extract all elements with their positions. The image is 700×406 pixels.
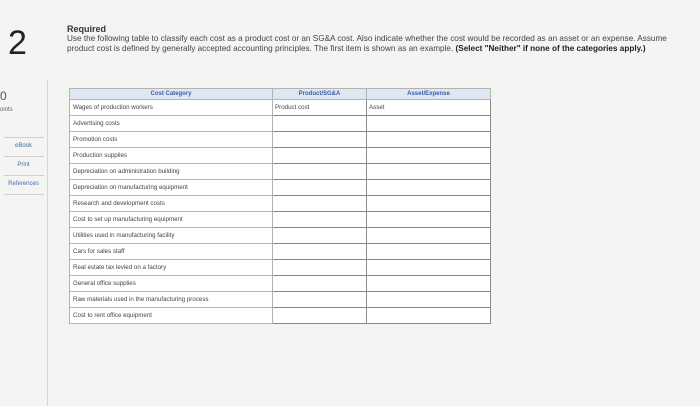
asset-expense-cell xyxy=(367,100,491,116)
classification-table xyxy=(69,88,491,324)
asset-expense-cell xyxy=(367,132,491,148)
cost-category-cell: Utilities used in manufacturing facility xyxy=(70,228,273,244)
cost-category-cell: Depreciation on administration building xyxy=(70,164,273,180)
sidebar-divider xyxy=(47,80,48,406)
asset-expense-select[interactable] xyxy=(369,182,488,194)
asset-expense-cell xyxy=(367,196,491,212)
product-sga-cell xyxy=(273,260,367,276)
asset-expense-select[interactable] xyxy=(369,278,488,290)
product-sga-cell xyxy=(273,228,367,244)
cost-category-cell: Promotion costs xyxy=(70,132,273,148)
asset-expense-cell xyxy=(367,292,491,308)
table-row xyxy=(70,244,491,260)
asset-expense-select[interactable] xyxy=(369,150,488,162)
cost-category-cell: Research and development costs xyxy=(70,196,273,212)
product-sga-select[interactable] xyxy=(275,118,364,130)
sidebar-separator xyxy=(4,175,44,176)
asset-expense-cell xyxy=(367,260,491,276)
ebook-link[interactable]: eBook xyxy=(14,143,32,149)
asset-expense-cell xyxy=(367,308,491,324)
asset-expense-select[interactable] xyxy=(369,166,488,178)
instructions xyxy=(67,34,687,54)
asset-expense-cell xyxy=(367,244,491,260)
product-sga-cell xyxy=(273,244,367,260)
cost-category-cell: Advertising costs xyxy=(70,116,273,132)
cost-category-cell: Cost to rent office equipment xyxy=(70,308,273,324)
asset-expense-select[interactable]: Asset xyxy=(369,103,385,111)
asset-expense-select[interactable] xyxy=(369,246,488,258)
required-heading: Required xyxy=(67,24,107,34)
table-row xyxy=(70,164,491,180)
product-sga-select[interactable] xyxy=(275,150,364,162)
product-sga-cell xyxy=(273,292,367,308)
table-row xyxy=(70,308,491,324)
cost-category-cell: Cars for sales staff xyxy=(70,244,273,260)
table-row xyxy=(70,292,491,308)
table-header-row xyxy=(70,89,491,100)
table-row xyxy=(70,276,491,292)
asset-expense-cell xyxy=(367,164,491,180)
product-sga-select[interactable] xyxy=(275,294,364,306)
product-sga-cell xyxy=(273,132,367,148)
product-sga-cell xyxy=(273,116,367,132)
product-sga-cell xyxy=(273,164,367,180)
product-sga-cell xyxy=(273,148,367,164)
instructions-emphasis: (Select "Neither" if none of the categories apply.) xyxy=(455,44,646,53)
product-sga-select[interactable]: Product cost xyxy=(275,103,310,111)
asset-expense-select[interactable] xyxy=(369,198,488,210)
asset-expense-select[interactable] xyxy=(369,134,488,146)
cost-category-cell: Depreciation on manufacturing equipment xyxy=(70,180,273,196)
product-sga-cell xyxy=(273,308,367,324)
product-sga-select[interactable] xyxy=(275,262,364,274)
cost-category-cell: Raw materials used in the manufacturing process xyxy=(70,292,273,308)
product-sga-cell xyxy=(273,180,367,196)
cost-category-cell: Wages of production workers xyxy=(70,100,273,116)
product-sga-cell xyxy=(273,212,367,228)
product-sga-select[interactable] xyxy=(275,134,364,146)
asset-expense-cell xyxy=(367,116,491,132)
cost-category-cell: General office supplies xyxy=(70,276,273,292)
table-row xyxy=(70,196,491,212)
table-row xyxy=(70,228,491,244)
sidebar-separator xyxy=(4,137,44,138)
product-sga-select[interactable] xyxy=(275,310,364,322)
question-number: 2 xyxy=(8,24,27,62)
print-link[interactable]: Print xyxy=(17,162,30,168)
table-row xyxy=(70,132,491,148)
cost-category-cell: Real estate tax levied on a factory xyxy=(70,260,273,276)
product-sga-select[interactable] xyxy=(275,166,364,178)
asset-expense-cell xyxy=(367,276,491,292)
product-sga-cell xyxy=(273,100,367,116)
instructions-text: Use the following table to classify each cost as a product cost or an SG&A cost. Also indicate whether the cost would be recorded as an asset or an expense. Assume product cost is defined by generally accepted accounting principles. The first item is shown as an example. xyxy=(67,34,667,53)
asset-expense-cell xyxy=(367,212,491,228)
product-sga-select[interactable] xyxy=(275,246,364,258)
asset-expense-cell xyxy=(367,148,491,164)
product-sga-cell xyxy=(273,196,367,212)
cost-category-cell: Cost to set up manufacturing equipment xyxy=(70,212,273,228)
header-cost-category: Cost Category xyxy=(70,89,273,100)
asset-expense-cell xyxy=(367,180,491,196)
table-row xyxy=(70,148,491,164)
header-product-sga: Product/SG&A xyxy=(273,89,367,100)
points-label: oints xyxy=(0,107,13,113)
table-row xyxy=(70,260,491,276)
product-sga-cell xyxy=(273,276,367,292)
asset-expense-select[interactable] xyxy=(369,294,488,306)
references-link[interactable]: References xyxy=(8,181,39,187)
asset-expense-cell xyxy=(367,228,491,244)
points-value: 0 xyxy=(0,89,7,103)
table-row xyxy=(70,212,491,228)
asset-expense-select[interactable] xyxy=(369,230,488,242)
product-sga-select[interactable] xyxy=(275,182,364,194)
asset-expense-select[interactable] xyxy=(369,262,488,274)
header-asset-expense: Asset/Expense xyxy=(367,89,491,100)
cost-category-cell: Production supplies xyxy=(70,148,273,164)
product-sga-select[interactable] xyxy=(275,278,364,290)
product-sga-select[interactable] xyxy=(275,198,364,210)
asset-expense-select[interactable] xyxy=(369,310,488,322)
product-sga-select[interactable] xyxy=(275,230,364,242)
table-row xyxy=(70,100,491,116)
table-row xyxy=(70,180,491,196)
asset-expense-select[interactable] xyxy=(369,118,488,130)
sidebar-separator xyxy=(4,156,44,157)
sidebar-separator xyxy=(4,194,44,195)
asset-expense-select[interactable] xyxy=(369,214,488,226)
product-sga-select[interactable] xyxy=(275,214,364,226)
table-row xyxy=(70,116,491,132)
